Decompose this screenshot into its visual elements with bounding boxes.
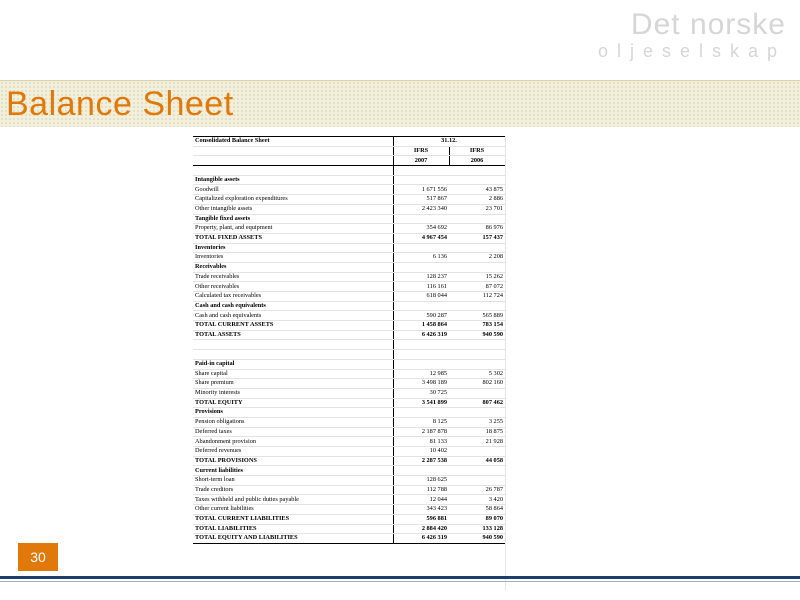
row-value-2006: 3 255: [449, 417, 505, 427]
row-label: Share premium: [193, 379, 393, 389]
table-row: [193, 350, 505, 360]
row-label: TOTAL CURRENT LIABILITIES: [193, 514, 393, 524]
row-value-2006: 112 724: [449, 292, 505, 302]
row-label: Cash and cash equivalents: [193, 311, 393, 321]
row-value-2007: 8 125: [393, 417, 449, 427]
row-label: [193, 166, 393, 176]
header-row-year: [193, 156, 505, 166]
table-row: [193, 437, 505, 447]
row-label: Deferred revenues: [193, 447, 393, 457]
row-label: Taxes withheld and public duties payable: [193, 495, 393, 505]
year-2006: 2006: [449, 156, 505, 166]
row-value-2006: 15 262: [449, 272, 505, 282]
table-row: [193, 166, 505, 176]
row-label: Current liabilities: [193, 466, 393, 476]
row-value-2007: 6 136: [393, 253, 449, 263]
table-row: [193, 272, 505, 282]
row-value-2007: 6 426 319: [393, 534, 449, 544]
row-label: Property, plant, and equipment: [193, 224, 393, 234]
row-value-2006: [449, 408, 505, 418]
row-label: Provisions: [193, 408, 393, 418]
balance-sheet-table-container: [193, 136, 505, 576]
row-label: Calculated tax receivables: [193, 292, 393, 302]
row-value-2006: [449, 166, 505, 176]
row-label: Other receivables: [193, 282, 393, 292]
row-value-2006: 802 160: [449, 379, 505, 389]
table-row: [193, 301, 505, 311]
table-row: [193, 330, 505, 340]
row-value-2006: 133 128: [449, 524, 505, 534]
row-value-2007: 112 788: [393, 485, 449, 495]
row-label: Deferred taxes: [193, 427, 393, 437]
row-label: Trade receivables: [193, 272, 393, 282]
row-value-2006: [449, 447, 505, 457]
row-label: [193, 340, 393, 350]
table-row: [193, 466, 505, 476]
table-row: [193, 321, 505, 331]
table-row: [193, 514, 505, 524]
row-label: TOTAL PROVISIONS: [193, 456, 393, 466]
standard-2007: IFRS: [393, 146, 449, 156]
row-label: Intangible assets: [193, 175, 393, 185]
table-row: [193, 417, 505, 427]
row-value-2007: [393, 262, 449, 272]
company-logo: [598, 10, 786, 60]
table-row: [193, 262, 505, 272]
table-row: [193, 214, 505, 224]
row-label: Tangible fixed assets: [193, 214, 393, 224]
row-value-2007: 30 725: [393, 388, 449, 398]
balance-sheet-table: [193, 136, 506, 544]
row-label: TOTAL EQUITY AND LIABILITIES: [193, 534, 393, 544]
row-value-2007: 618 044: [393, 292, 449, 302]
year-2007: 2007: [393, 156, 449, 166]
row-value-2006: 157 437: [449, 233, 505, 243]
row-value-2007: [393, 340, 449, 350]
row-label: Paid-in capital: [193, 359, 393, 369]
row-value-2006: [449, 350, 505, 360]
row-value-2007: [393, 350, 449, 360]
table-row: [193, 456, 505, 466]
row-label: TOTAL LIABILITIES: [193, 524, 393, 534]
table-row: [193, 311, 505, 321]
row-value-2006: 940 590: [449, 330, 505, 340]
date-header: 31.12.: [393, 137, 505, 147]
row-label: TOTAL ASSETS: [193, 330, 393, 340]
row-value-2006: 23 701: [449, 204, 505, 214]
row-value-2006: 87 072: [449, 282, 505, 292]
table-title: Consolidated Balance Sheet: [193, 137, 393, 147]
row-value-2007: 2 884 420: [393, 524, 449, 534]
header-row-title: [193, 137, 505, 147]
row-label: Cash and cash equivalents: [193, 301, 393, 311]
row-value-2007: 2 423 340: [393, 204, 449, 214]
row-label: Capitalized exploration expenditures: [193, 195, 393, 205]
table-row: [193, 505, 505, 515]
row-value-2007: 12 044: [393, 495, 449, 505]
footer-divider-thin: [0, 581, 800, 582]
row-value-2007: [393, 301, 449, 311]
row-value-2006: 3 420: [449, 495, 505, 505]
table-row: [193, 485, 505, 495]
row-value-2006: [449, 340, 505, 350]
row-label: TOTAL EQUITY: [193, 398, 393, 408]
row-label: Abandonment provision: [193, 437, 393, 447]
table-row: [193, 398, 505, 408]
row-label: Other intangible assets: [193, 204, 393, 214]
table-row: [193, 379, 505, 389]
table-row: [193, 476, 505, 486]
row-value-2006: 44 058: [449, 456, 505, 466]
row-value-2006: [449, 301, 505, 311]
row-value-2006: 43 875: [449, 185, 505, 195]
row-value-2006: 89 070: [449, 514, 505, 524]
row-value-2007: 3 541 899: [393, 398, 449, 408]
table-row: [193, 369, 505, 379]
row-label: TOTAL FIXED ASSETS: [193, 233, 393, 243]
row-value-2007: 1 458 864: [393, 321, 449, 331]
table-row: [193, 408, 505, 418]
table-row: [193, 253, 505, 263]
row-value-2007: 2 187 878: [393, 427, 449, 437]
row-label: Receivables: [193, 262, 393, 272]
row-label: Pension obligations: [193, 417, 393, 427]
row-value-2006: 783 154: [449, 321, 505, 331]
logo-line-2: oljeselskap: [597, 41, 786, 61]
row-label: Trade creditors: [193, 485, 393, 495]
row-label: Inventories: [193, 243, 393, 253]
row-value-2007: 1 671 556: [393, 185, 449, 195]
row-value-2006: 5 302: [449, 369, 505, 379]
row-value-2007: [393, 243, 449, 253]
page-number: 30: [18, 543, 58, 571]
row-value-2007: 517 867: [393, 195, 449, 205]
row-value-2006: [449, 214, 505, 224]
row-value-2006: [449, 262, 505, 272]
row-label: Share capital: [193, 369, 393, 379]
row-value-2007: 4 967 454: [393, 233, 449, 243]
table-row: [193, 243, 505, 253]
row-label: Minority interests: [193, 388, 393, 398]
table-row: [193, 185, 505, 195]
row-value-2007: 128 237: [393, 272, 449, 282]
table-row: [193, 524, 505, 534]
row-value-2006: [449, 476, 505, 486]
row-label: [193, 350, 393, 360]
row-value-2007: 354 692: [393, 224, 449, 234]
row-value-2007: [393, 166, 449, 176]
row-value-2006: 2 208: [449, 253, 505, 263]
row-value-2007: 6 426 319: [393, 330, 449, 340]
row-value-2006: [449, 466, 505, 476]
table-row: [193, 534, 505, 544]
table-row: [193, 292, 505, 302]
header-row-standard: [193, 146, 505, 156]
row-value-2006: 18 875: [449, 427, 505, 437]
row-value-2007: 590 287: [393, 311, 449, 321]
row-label: TOTAL CURRENT ASSETS: [193, 321, 393, 331]
row-value-2007: [393, 175, 449, 185]
row-value-2007: 116 161: [393, 282, 449, 292]
table-row: [193, 224, 505, 234]
row-value-2006: [449, 359, 505, 369]
row-value-2007: [393, 214, 449, 224]
slide-title: Balance Sheet: [6, 85, 234, 123]
table-row: [193, 359, 505, 369]
row-value-2006: [449, 243, 505, 253]
table-row: [193, 195, 505, 205]
standard-2006: IFRS: [449, 146, 505, 156]
row-value-2006: [449, 388, 505, 398]
row-label: Other current liabilities: [193, 505, 393, 515]
table-row: [193, 495, 505, 505]
row-value-2007: [393, 408, 449, 418]
row-label: Short-term loan: [193, 476, 393, 486]
table-row: [193, 175, 505, 185]
title-bar: [0, 80, 800, 127]
row-value-2006: 86 976: [449, 224, 505, 234]
row-value-2006: 565 889: [449, 311, 505, 321]
row-value-2006: 21 928: [449, 437, 505, 447]
row-value-2007: 10 402: [393, 447, 449, 457]
row-label: Inventories: [193, 253, 393, 263]
row-value-2007: 81 133: [393, 437, 449, 447]
row-value-2007: [393, 359, 449, 369]
row-value-2007: 128 625: [393, 476, 449, 486]
grid-edge: [505, 136, 510, 590]
row-value-2007: 2 287 538: [393, 456, 449, 466]
row-value-2006: 807 462: [449, 398, 505, 408]
row-value-2006: [449, 175, 505, 185]
row-value-2007: [393, 466, 449, 476]
row-value-2006: 940 590: [449, 534, 505, 544]
table-row: [193, 204, 505, 214]
row-value-2006: 26 787: [449, 485, 505, 495]
row-label: Goodwill: [193, 185, 393, 195]
row-value-2007: 12 985: [393, 369, 449, 379]
row-value-2006: 2 886: [449, 195, 505, 205]
table-row: [193, 427, 505, 437]
table-row: [193, 233, 505, 243]
row-value-2007: 3 498 189: [393, 379, 449, 389]
table-row: [193, 388, 505, 398]
row-value-2007: 596 881: [393, 514, 449, 524]
table-row: [193, 340, 505, 350]
row-value-2006: 58 864: [449, 505, 505, 515]
logo-line-1: Det norske: [630, 8, 786, 41]
table-row: [193, 282, 505, 292]
table-row: [193, 447, 505, 457]
footer-divider: [0, 576, 800, 579]
row-value-2007: 343 423: [393, 505, 449, 515]
